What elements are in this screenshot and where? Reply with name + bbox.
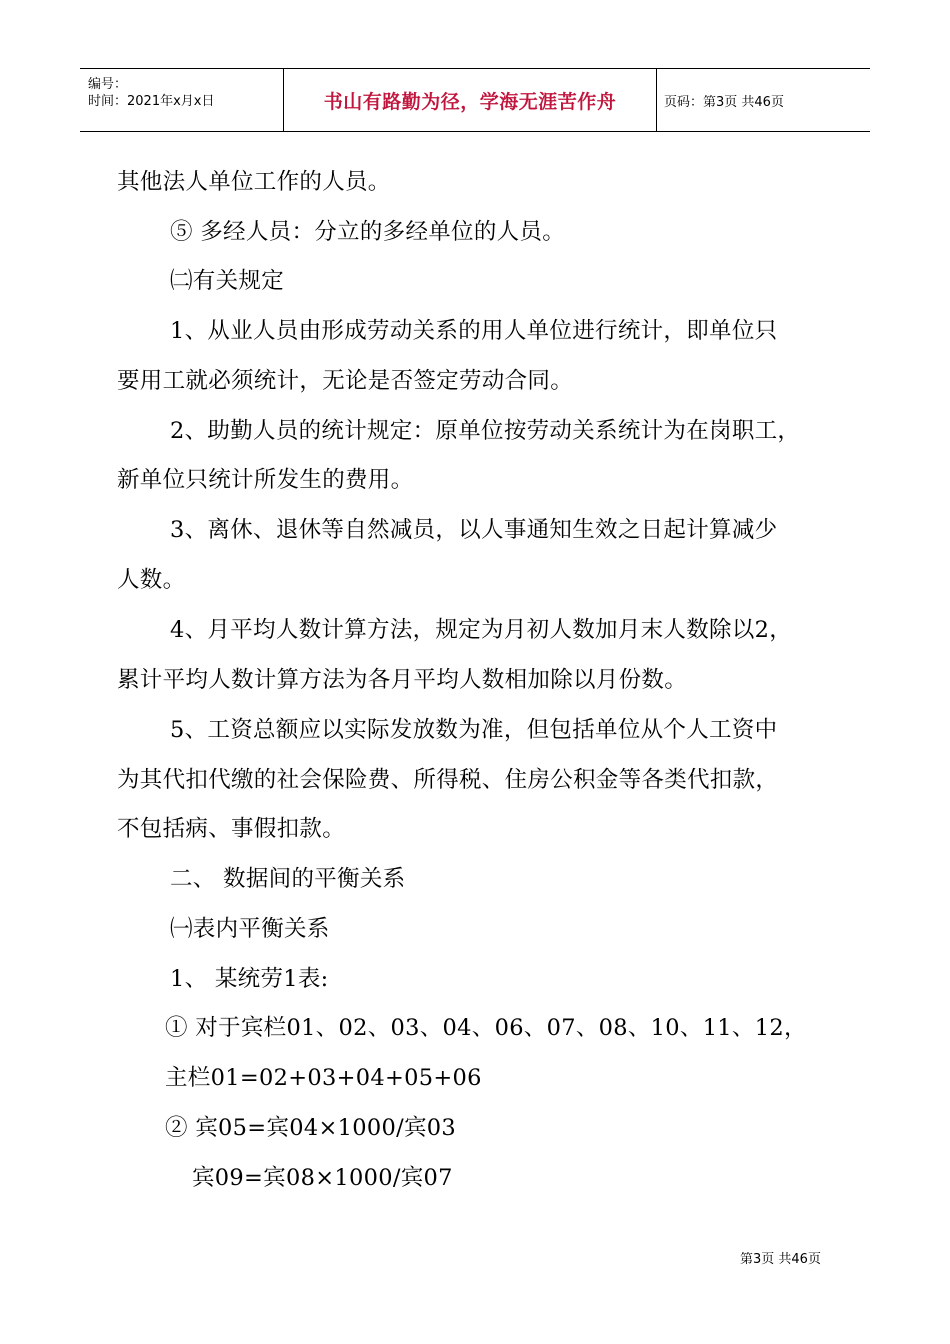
header-motto: 书山有路勤为径，学海无涯苦作舟 [323, 90, 617, 113]
body-line: ⑤ 多经人员：分立的多经单位的人员。 [170, 219, 566, 245]
body-line: 人数。 [117, 567, 186, 593]
body-line: 5、工资总额应以实际发放数为准，但包括单位从个人工资中 [170, 717, 778, 743]
page-footer: 第3页 共46页 [740, 1252, 821, 1267]
section-heading: ㈠表内平衡关系 [170, 916, 330, 942]
body-line: 1、从业人员由形成劳动关系的用人单位进行统计，即单位只 [170, 318, 778, 344]
header-page-cell [656, 69, 870, 131]
body-line: 新单位只统计所发生的费用。 [117, 467, 414, 493]
body-line: 主栏01=02+03+04+05+06 [165, 1065, 482, 1091]
body-line: 宾09=宾08×1000/宾07 [192, 1165, 453, 1191]
body-line: 要用工就必须统计，无论是否签定劳动合同。 [117, 368, 574, 394]
body-line: ② 宾05=宾04×1000/宾03 [165, 1115, 456, 1141]
body-line: 1、 某统劳1表: [170, 966, 329, 992]
page-header [80, 68, 870, 132]
header-meta-cell [80, 69, 283, 131]
section-heading: 二、 数据间的平衡关系 [170, 866, 406, 892]
body-line: ① 对于宾栏01、02、03、04、06、07、08、10、11、12， [165, 1015, 807, 1041]
body-line: 为其代扣代缴的社会保险费、所得税、住房公积金等各类代扣款， [117, 767, 779, 793]
body-line: 不包括病、事假扣款。 [117, 816, 346, 842]
document-date: 时间：2021年x月x日 [88, 94, 215, 109]
document-number-label: 编号： [88, 77, 128, 92]
header-page-info: 页码：第3页 共46页 [664, 94, 784, 110]
body-line: 3、离休、退休等自然减员，以人事通知生效之日起计算减少 [170, 517, 778, 543]
section-heading: ㈡有关规定 [170, 268, 285, 294]
header-motto-cell [283, 69, 657, 131]
body-line: 其他法人单位工作的人员。 [117, 169, 391, 195]
body-line: 累计平均人数计算方法为各月平均人数相加除以月份数。 [117, 667, 688, 693]
body-line: 2、助勤人员的统计规定：原单位按劳动关系统计为在岗职工， [170, 418, 801, 444]
body-line: 4、月平均人数计算方法，规定为月初人数加月末人数除以2， [170, 617, 793, 643]
